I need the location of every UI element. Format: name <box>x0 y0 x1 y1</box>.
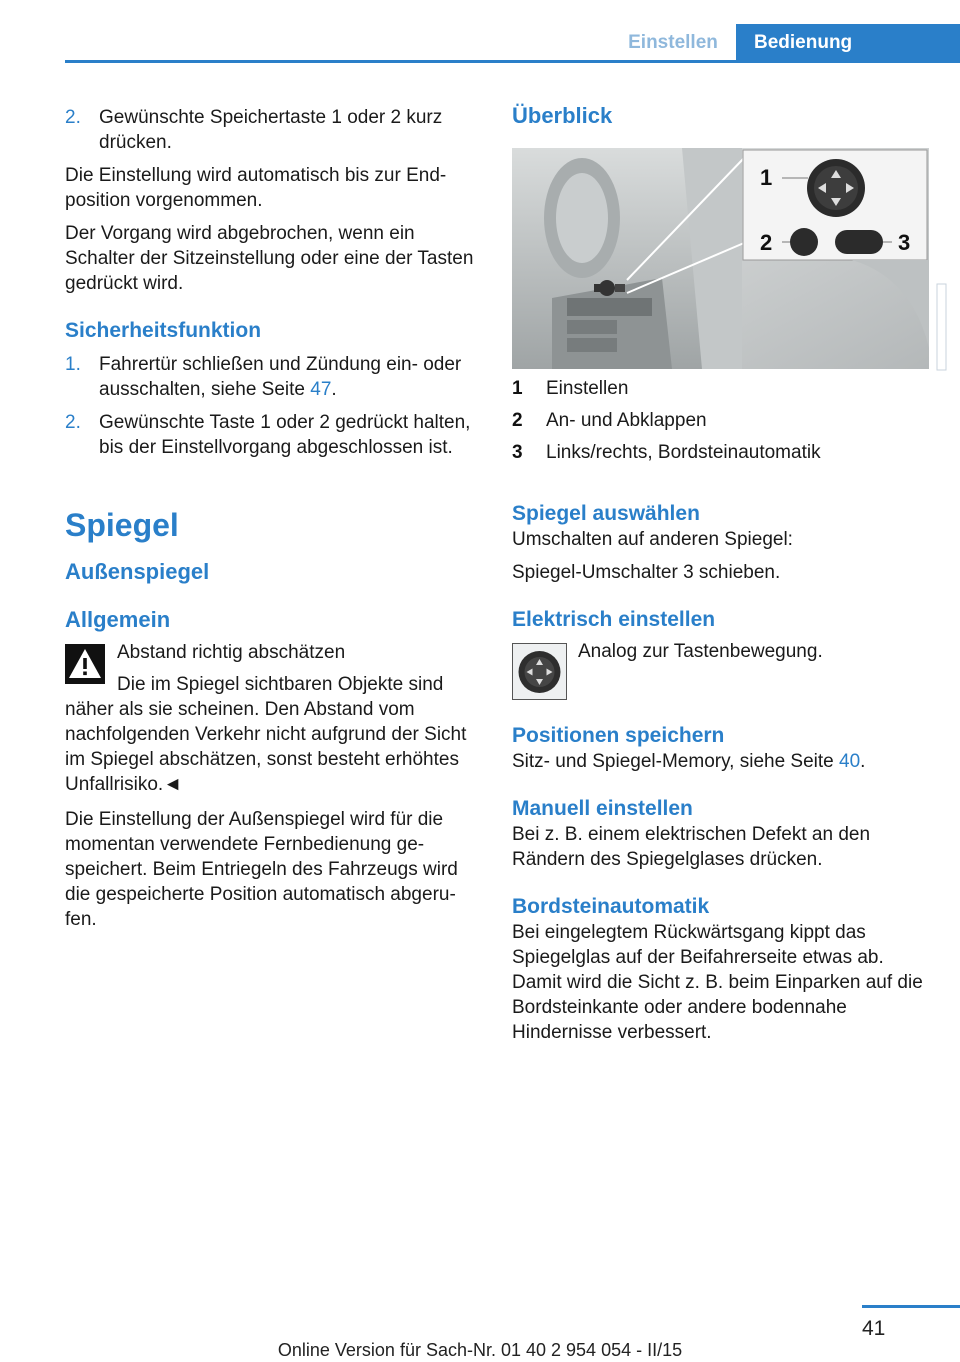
legend-label: Links/rechts, Bordsteinautomatik <box>546 442 821 463</box>
heading-ueberblick: Überblick <box>512 103 613 128</box>
legend-item <box>512 408 932 433</box>
warning-icon <box>65 644 105 684</box>
door-switch-photo <box>512 148 929 369</box>
heading-positionen-speichern: Positionen speichern <box>512 724 725 747</box>
punctuation: . <box>331 379 337 400</box>
heading-spiegel-auswaehlen: Spiegel auswählen <box>512 502 700 525</box>
tab-einstellen[interactable]: Einstellen <box>611 24 735 60</box>
sicherheit-step-1 <box>65 352 480 402</box>
step-text: Gewünschte Taste 1 oder 2 gedrückt halten, bis der Einstellvorgang abgeschlossen ist. <box>99 412 471 458</box>
image-code-watermark <box>933 282 953 372</box>
warning-block <box>65 640 480 797</box>
paragraph-umschalten: Umschalten auf anderen Spiegel: <box>512 529 793 550</box>
legend-number: 2 <box>512 410 523 431</box>
legend-label: Einstellen <box>546 378 629 399</box>
heading-elektrisch-einstellen: Elektrisch einstellen <box>512 608 716 631</box>
photo-label-3: 3 <box>898 230 911 255</box>
footer-rule <box>862 1305 960 1308</box>
mirror-adjust-button-icon <box>512 643 567 700</box>
photo-label-2: 2 <box>760 230 773 255</box>
paragraph-umschalter: Spiegel-Umschalter 3 schieben. <box>512 562 781 583</box>
heading-sicherheitsfunktion: Sicherheitsfunktion <box>65 319 262 342</box>
adjust-button-block <box>512 639 932 701</box>
step-number: 2. <box>65 107 81 128</box>
step-number: 2. <box>65 412 81 433</box>
heading-manuell-einstellen: Manuell einstellen <box>512 797 693 820</box>
sicherheit-step-2 <box>65 410 480 460</box>
paragraph-manuell: Bei z. B. einem elektrischen Defekt an den Rändern des Spiegelglases drücken. <box>512 824 871 870</box>
paragraph-endposition: Die Einstellung wird automatisch bis zur Endposition vorgenommen. <box>65 165 447 211</box>
step-text: Fahrertür schließen und Zündung ein- oder ausschalten, siehe Seite <box>99 354 462 400</box>
legend-list <box>512 376 932 465</box>
door-panel-illustration <box>512 148 929 369</box>
step-2-memory <box>65 105 480 155</box>
memory-text: Sitz- und Spiegel-Memory, siehe Seite <box>512 751 840 772</box>
paragraph-memory <box>512 749 932 774</box>
paragraph-abbruch: Der Vorgang wird abgebrochen, wenn ein Schalter der Sitzeinstellung oder eine der Tasten gedrückt wird. <box>65 223 474 294</box>
left-column <box>65 100 480 932</box>
footer-version-text: Online Version für Sach-Nr. 01 40 2 954 054 - II/15 <box>277 1340 683 1360</box>
paragraph-fernbedienung: Die Einstellung der Außenspiegel wird für die momentan verwendete Fernbedienung gespeichert. Beim Entriegeln des Fahrzeugs wird die gespeicherte Position automatisch abgerufen. <box>65 809 458 930</box>
page-link-47[interactable]: 47 <box>310 379 332 400</box>
step-text: Gewünschte Speichertaste 1 oder 2 kurz drücken. <box>99 107 443 153</box>
heading-aussenspiegel: Außenspiegel <box>65 559 210 584</box>
legend-item <box>512 376 932 401</box>
adjust-button-text: Analog zur Tastenbewegung. <box>578 641 823 662</box>
page-link-40[interactable]: 40 <box>839 751 861 772</box>
legend-item <box>512 440 932 465</box>
punctuation: . <box>860 751 866 772</box>
photo-label-1: 1 <box>760 165 773 190</box>
page-number: 41 <box>862 1317 886 1340</box>
heading-allgemein: Allgemein <box>65 607 171 632</box>
warning-title: Abstand richtig abschätzen <box>117 642 346 663</box>
heading-spiegel: Spiegel <box>65 507 179 543</box>
right-column <box>512 100 932 1045</box>
legend-number: 1 <box>512 378 523 399</box>
legend-label: An- und Abklappen <box>546 410 707 431</box>
legend-number: 3 <box>512 442 523 463</box>
warning-body: Die im Spiegel sichtbaren Objekte sind näher als sie scheinen. Den Abstand vom nachfolgenden Verkehr nicht aufgrund der Sicht im Spiegel abschätzen, sonst besteht erhöhtes Unfallrisiko.◄ <box>65 674 467 795</box>
tab-bedienung[interactable]: Bedienung <box>736 24 960 62</box>
step-number: 1. <box>65 354 81 375</box>
heading-bordsteinautomatik: Bordsteinautomatik <box>512 895 710 918</box>
paragraph-bordstein: Bei eingelegtem Rückwärtsgang kippt das Spiegelglas auf der Beifahrerseite etwas ab. Damit wird die Sicht z. B. beim Einparken auf die Bordsteinkante oder andere bodennahe Hindernisse verbessert. <box>512 922 923 1043</box>
